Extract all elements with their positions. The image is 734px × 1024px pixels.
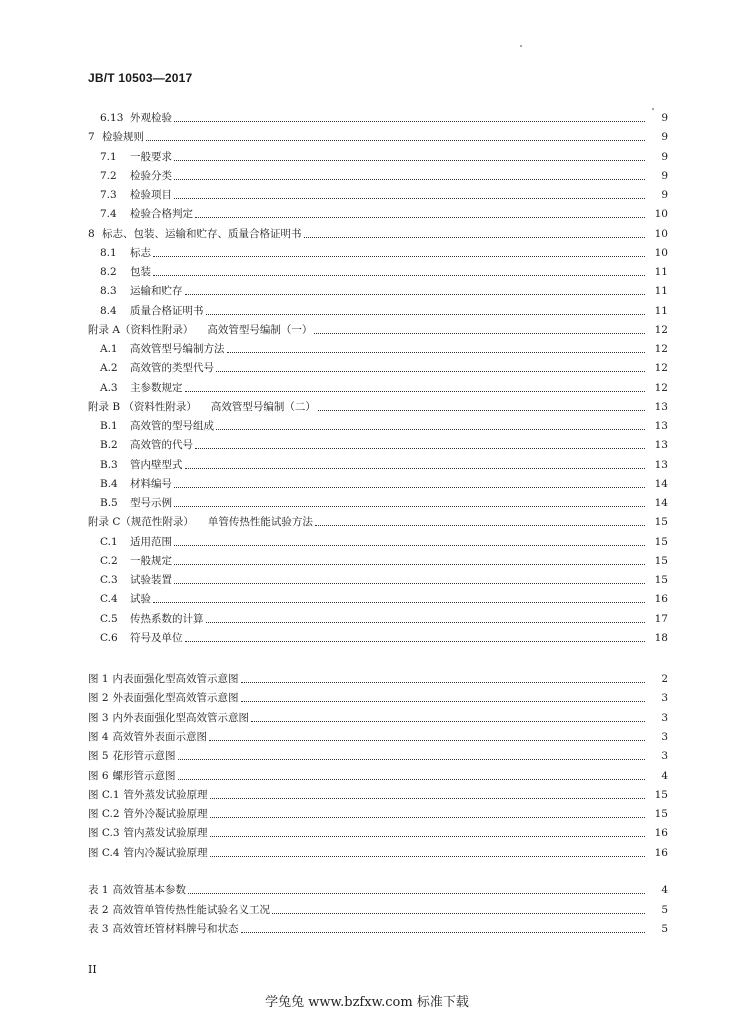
dot-leader <box>206 621 646 623</box>
figure-entry <box>88 841 668 860</box>
dot-leader <box>272 912 645 914</box>
watermark-footer: 学兔兔 www.bzfxw.com 标准下载 <box>265 995 469 1010</box>
entry-title: 管外冷凝试验原理 <box>123 808 208 820</box>
entry-page: 12 <box>654 382 668 394</box>
table-entry <box>88 917 668 936</box>
dot-leader <box>216 370 645 372</box>
toc-entry <box>100 453 668 472</box>
dot-leader <box>206 313 646 315</box>
page-number: II <box>88 963 97 976</box>
entry-number: C.1 <box>100 536 118 548</box>
entry-title: 管内蒸发试验原理 <box>123 827 208 839</box>
toc-entry <box>100 491 668 510</box>
entry-number: C.3 <box>100 574 118 586</box>
dot-leader <box>241 931 645 933</box>
dot-leader <box>178 758 645 760</box>
entry-number: B.4 <box>100 478 118 490</box>
dot-leader <box>178 778 645 780</box>
toc-entry <box>100 241 668 260</box>
entry-title: 高效管基本参数 <box>112 884 187 896</box>
toc-entry <box>100 106 668 125</box>
entry-title: 内表面强化型高效管示意图 <box>112 673 239 685</box>
toc-entry <box>100 164 668 183</box>
entry-title: 包装 <box>130 266 151 278</box>
entry-page: 15 <box>654 516 668 528</box>
entry-title: 高效管的代号 <box>130 439 193 451</box>
entry-title: 检验规则 <box>102 131 144 143</box>
entry-number: C.5 <box>100 613 118 625</box>
dot-leader <box>146 139 645 141</box>
entry-number: 附录 A（资料性附录） <box>88 324 194 336</box>
entry-title: 外表面强化型高效管示意图 <box>112 692 239 704</box>
entry-title: 检验项目 <box>130 189 172 201</box>
scan-speck <box>520 45 522 47</box>
figure-entry <box>88 802 668 821</box>
entry-page: 12 <box>654 324 668 336</box>
dot-leader <box>174 544 645 546</box>
dot-leader <box>185 640 646 642</box>
entry-page: 15 <box>654 574 668 586</box>
entry-page: 11 <box>654 285 668 297</box>
dot-leader <box>174 197 645 199</box>
entry-number: B.5 <box>100 497 118 509</box>
entry-page: 13 <box>654 420 668 432</box>
toc-entry <box>100 145 668 164</box>
figure-entry <box>88 821 668 840</box>
entry-number: 表 2 <box>88 904 109 916</box>
dot-leader <box>318 409 645 411</box>
toc-entry <box>88 125 668 144</box>
entry-number: 图 5 <box>88 750 109 762</box>
entry-page: 15 <box>654 536 668 548</box>
entry-page: 9 <box>661 112 668 124</box>
entry-page: 3 <box>661 712 668 724</box>
toc-entry <box>88 222 668 241</box>
entry-page: 4 <box>661 884 668 896</box>
dot-leader <box>314 332 645 334</box>
dot-leader <box>153 255 645 257</box>
entry-number: 图 2 <box>88 692 109 704</box>
toc-entry <box>100 260 668 279</box>
dot-leader <box>174 178 645 180</box>
entry-page: 16 <box>654 847 668 859</box>
entry-title: 花形管示意图 <box>112 750 176 762</box>
toc-entry <box>100 472 668 491</box>
dot-leader <box>251 720 645 722</box>
entry-number: 7.4 <box>100 208 117 220</box>
entry-page: 3 <box>661 692 668 704</box>
entry-number: C.4 <box>100 593 118 605</box>
toc-entry <box>100 337 668 356</box>
dot-leader <box>304 236 646 238</box>
entry-title: 高效管单管传热性能试验名义工况 <box>112 904 271 916</box>
entry-number: C.2 <box>100 555 118 567</box>
entry-page: 15 <box>654 555 668 567</box>
dot-leader <box>185 467 646 469</box>
standard-code: JB/T 10503—2017 <box>88 71 193 85</box>
toc-entry <box>100 530 668 549</box>
entry-page: 5 <box>661 904 668 916</box>
entry-title: 主参数规定 <box>130 382 183 394</box>
entry-number: 8 <box>88 228 95 240</box>
entry-number: 8.2 <box>100 266 117 278</box>
dot-leader <box>185 390 646 392</box>
entry-title: 材料编号 <box>130 478 172 490</box>
entry-page: 13 <box>654 439 668 451</box>
toc-entry <box>100 299 668 318</box>
dot-leader <box>241 700 645 702</box>
entry-title: 内外表面强化型高效管示意图 <box>112 712 250 724</box>
entry-title: 一般规定 <box>130 555 172 567</box>
entry-number: 6.13 <box>100 112 124 124</box>
dot-leader <box>209 739 645 741</box>
table-entry <box>88 878 668 897</box>
entry-page: 18 <box>654 632 668 644</box>
toc-entry <box>100 568 668 587</box>
entry-title: 一般要求 <box>130 151 172 163</box>
entry-title: 运输和贮存 <box>130 285 183 297</box>
entry-number: 表 1 <box>88 884 109 896</box>
entry-number: 图 C.2 <box>88 808 120 820</box>
entry-title: 外观检验 <box>130 112 172 124</box>
entry-number: 图 C.4 <box>88 847 120 859</box>
entry-page: 15 <box>654 808 668 820</box>
entry-title: 管内壁型式 <box>130 459 183 471</box>
figure-entry <box>88 706 668 725</box>
entry-title: 适用范围 <box>130 536 172 548</box>
dot-leader <box>195 447 645 449</box>
entry-page: 12 <box>654 362 668 374</box>
dot-leader <box>174 159 645 161</box>
entry-title: 螺形管示意图 <box>112 770 176 782</box>
entry-number: C.6 <box>100 632 118 644</box>
dot-leader <box>174 563 645 565</box>
figure-entry <box>88 667 668 686</box>
entry-page: 4 <box>661 770 668 782</box>
entry-page: 14 <box>654 478 668 490</box>
dot-leader <box>153 601 645 603</box>
dot-leader <box>210 835 645 837</box>
toc-entry <box>100 549 668 568</box>
entry-number: B.2 <box>100 439 118 451</box>
entry-number: 图 3 <box>88 712 109 724</box>
dot-leader <box>315 524 645 526</box>
entry-page: 3 <box>661 750 668 762</box>
figure-entry <box>88 686 668 705</box>
figure-entry <box>88 764 668 783</box>
entry-page: 9 <box>661 131 668 143</box>
toc-entry <box>88 395 668 414</box>
entry-title: 单管传热性能试验方法 <box>207 516 313 528</box>
entry-number: 附录 C（规范性附录） <box>88 516 194 528</box>
toc-entry <box>100 607 668 626</box>
entry-number: B.1 <box>100 420 118 432</box>
entry-page: 11 <box>654 305 668 317</box>
entry-title: 管外蒸发试验原理 <box>123 789 208 801</box>
entry-title: 高效管的型号组成 <box>130 420 214 432</box>
entry-page: 16 <box>654 593 668 605</box>
entry-page: 10 <box>654 228 668 240</box>
entry-number: 图 C.3 <box>88 827 120 839</box>
entry-title: 高效管坯管材料牌号和状态 <box>112 923 239 935</box>
entry-page: 3 <box>661 731 668 743</box>
dot-leader <box>153 274 645 276</box>
entry-number: 7.1 <box>100 151 117 163</box>
toc-entry <box>100 587 668 606</box>
toc-entry <box>100 356 668 375</box>
toc-entry <box>100 376 668 395</box>
entry-page: 9 <box>661 189 668 201</box>
dot-leader <box>210 797 645 799</box>
entry-title: 管内冷凝试验原理 <box>123 847 208 859</box>
dot-leader <box>241 681 645 683</box>
entry-title: 标志 <box>130 247 151 259</box>
entry-page: 9 <box>661 170 668 182</box>
entry-title: 高效管型号编制（二） <box>210 401 316 413</box>
entry-title: 标志、包装、运输和贮存、质量合格证明书 <box>102 228 302 240</box>
entry-page: 10 <box>654 247 668 259</box>
dot-leader <box>195 216 645 218</box>
entry-title: 检验合格判定 <box>130 208 193 220</box>
toc-entry <box>100 433 668 452</box>
toc-entry <box>88 318 668 337</box>
toc-entry <box>100 626 668 645</box>
entry-number: A.1 <box>100 343 118 355</box>
entry-number: 7.3 <box>100 189 117 201</box>
entry-page: 14 <box>654 497 668 509</box>
entry-page: 12 <box>654 343 668 355</box>
entry-page: 13 <box>654 459 668 471</box>
toc-entry <box>100 414 668 433</box>
entry-number: 8.3 <box>100 285 117 297</box>
figure-entry <box>88 744 668 763</box>
toc-entry <box>88 510 668 529</box>
entry-page: 2 <box>661 673 668 685</box>
dot-leader <box>227 351 646 353</box>
dot-leader <box>210 816 645 818</box>
entry-number: 8.1 <box>100 247 117 259</box>
dot-leader <box>188 892 645 894</box>
entry-page: 11 <box>654 266 668 278</box>
entry-title: 符号及单位 <box>130 632 183 644</box>
entry-title: 高效管外表面示意图 <box>112 731 208 743</box>
dot-leader <box>210 855 645 857</box>
entry-title: 质量合格证明书 <box>130 305 204 317</box>
figure-entry <box>88 725 668 744</box>
figure-entry <box>88 783 668 802</box>
entry-page: 17 <box>654 613 668 625</box>
entry-title: 高效管型号编制（一） <box>207 324 313 336</box>
entry-page: 13 <box>654 401 668 413</box>
entry-title: 试验 <box>130 593 151 605</box>
entry-number: 图 C.1 <box>88 789 120 801</box>
entry-title: 高效管的类型代号 <box>130 362 214 374</box>
dot-leader <box>174 582 645 584</box>
entry-page: 5 <box>661 923 668 935</box>
entry-title: 型号示例 <box>130 497 172 509</box>
entry-number: A.2 <box>100 362 118 374</box>
entry-number: 图 1 <box>88 673 109 685</box>
scan-speck <box>652 108 654 110</box>
entry-number: 7 <box>88 131 95 143</box>
dot-leader <box>216 428 645 430</box>
entry-number: 图 4 <box>88 731 109 743</box>
entry-number: 图 6 <box>88 770 109 782</box>
entry-page: 16 <box>654 827 668 839</box>
toc-entry <box>100 183 668 202</box>
entry-number: A.3 <box>100 382 118 394</box>
entry-number: 8.4 <box>100 305 117 317</box>
entry-number: B.3 <box>100 459 118 471</box>
entry-number: 表 3 <box>88 923 109 935</box>
dot-leader <box>174 486 645 488</box>
entry-title: 试验装置 <box>130 574 172 586</box>
entry-title: 检验分类 <box>130 170 172 182</box>
dot-leader <box>174 120 645 122</box>
entry-number: 7.2 <box>100 170 117 182</box>
dot-leader <box>174 505 645 507</box>
table-entry <box>88 898 668 917</box>
entry-page: 15 <box>654 789 668 801</box>
toc-entry <box>100 202 668 221</box>
entry-page: 10 <box>654 208 668 220</box>
entry-title: 高效管型号编制方法 <box>130 343 225 355</box>
entry-number: 附录 B （资料性附录） <box>88 401 197 413</box>
entry-title: 传热系数的计算 <box>130 613 204 625</box>
entry-page: 9 <box>661 151 668 163</box>
dot-leader <box>185 293 646 295</box>
toc-entry <box>100 279 668 298</box>
